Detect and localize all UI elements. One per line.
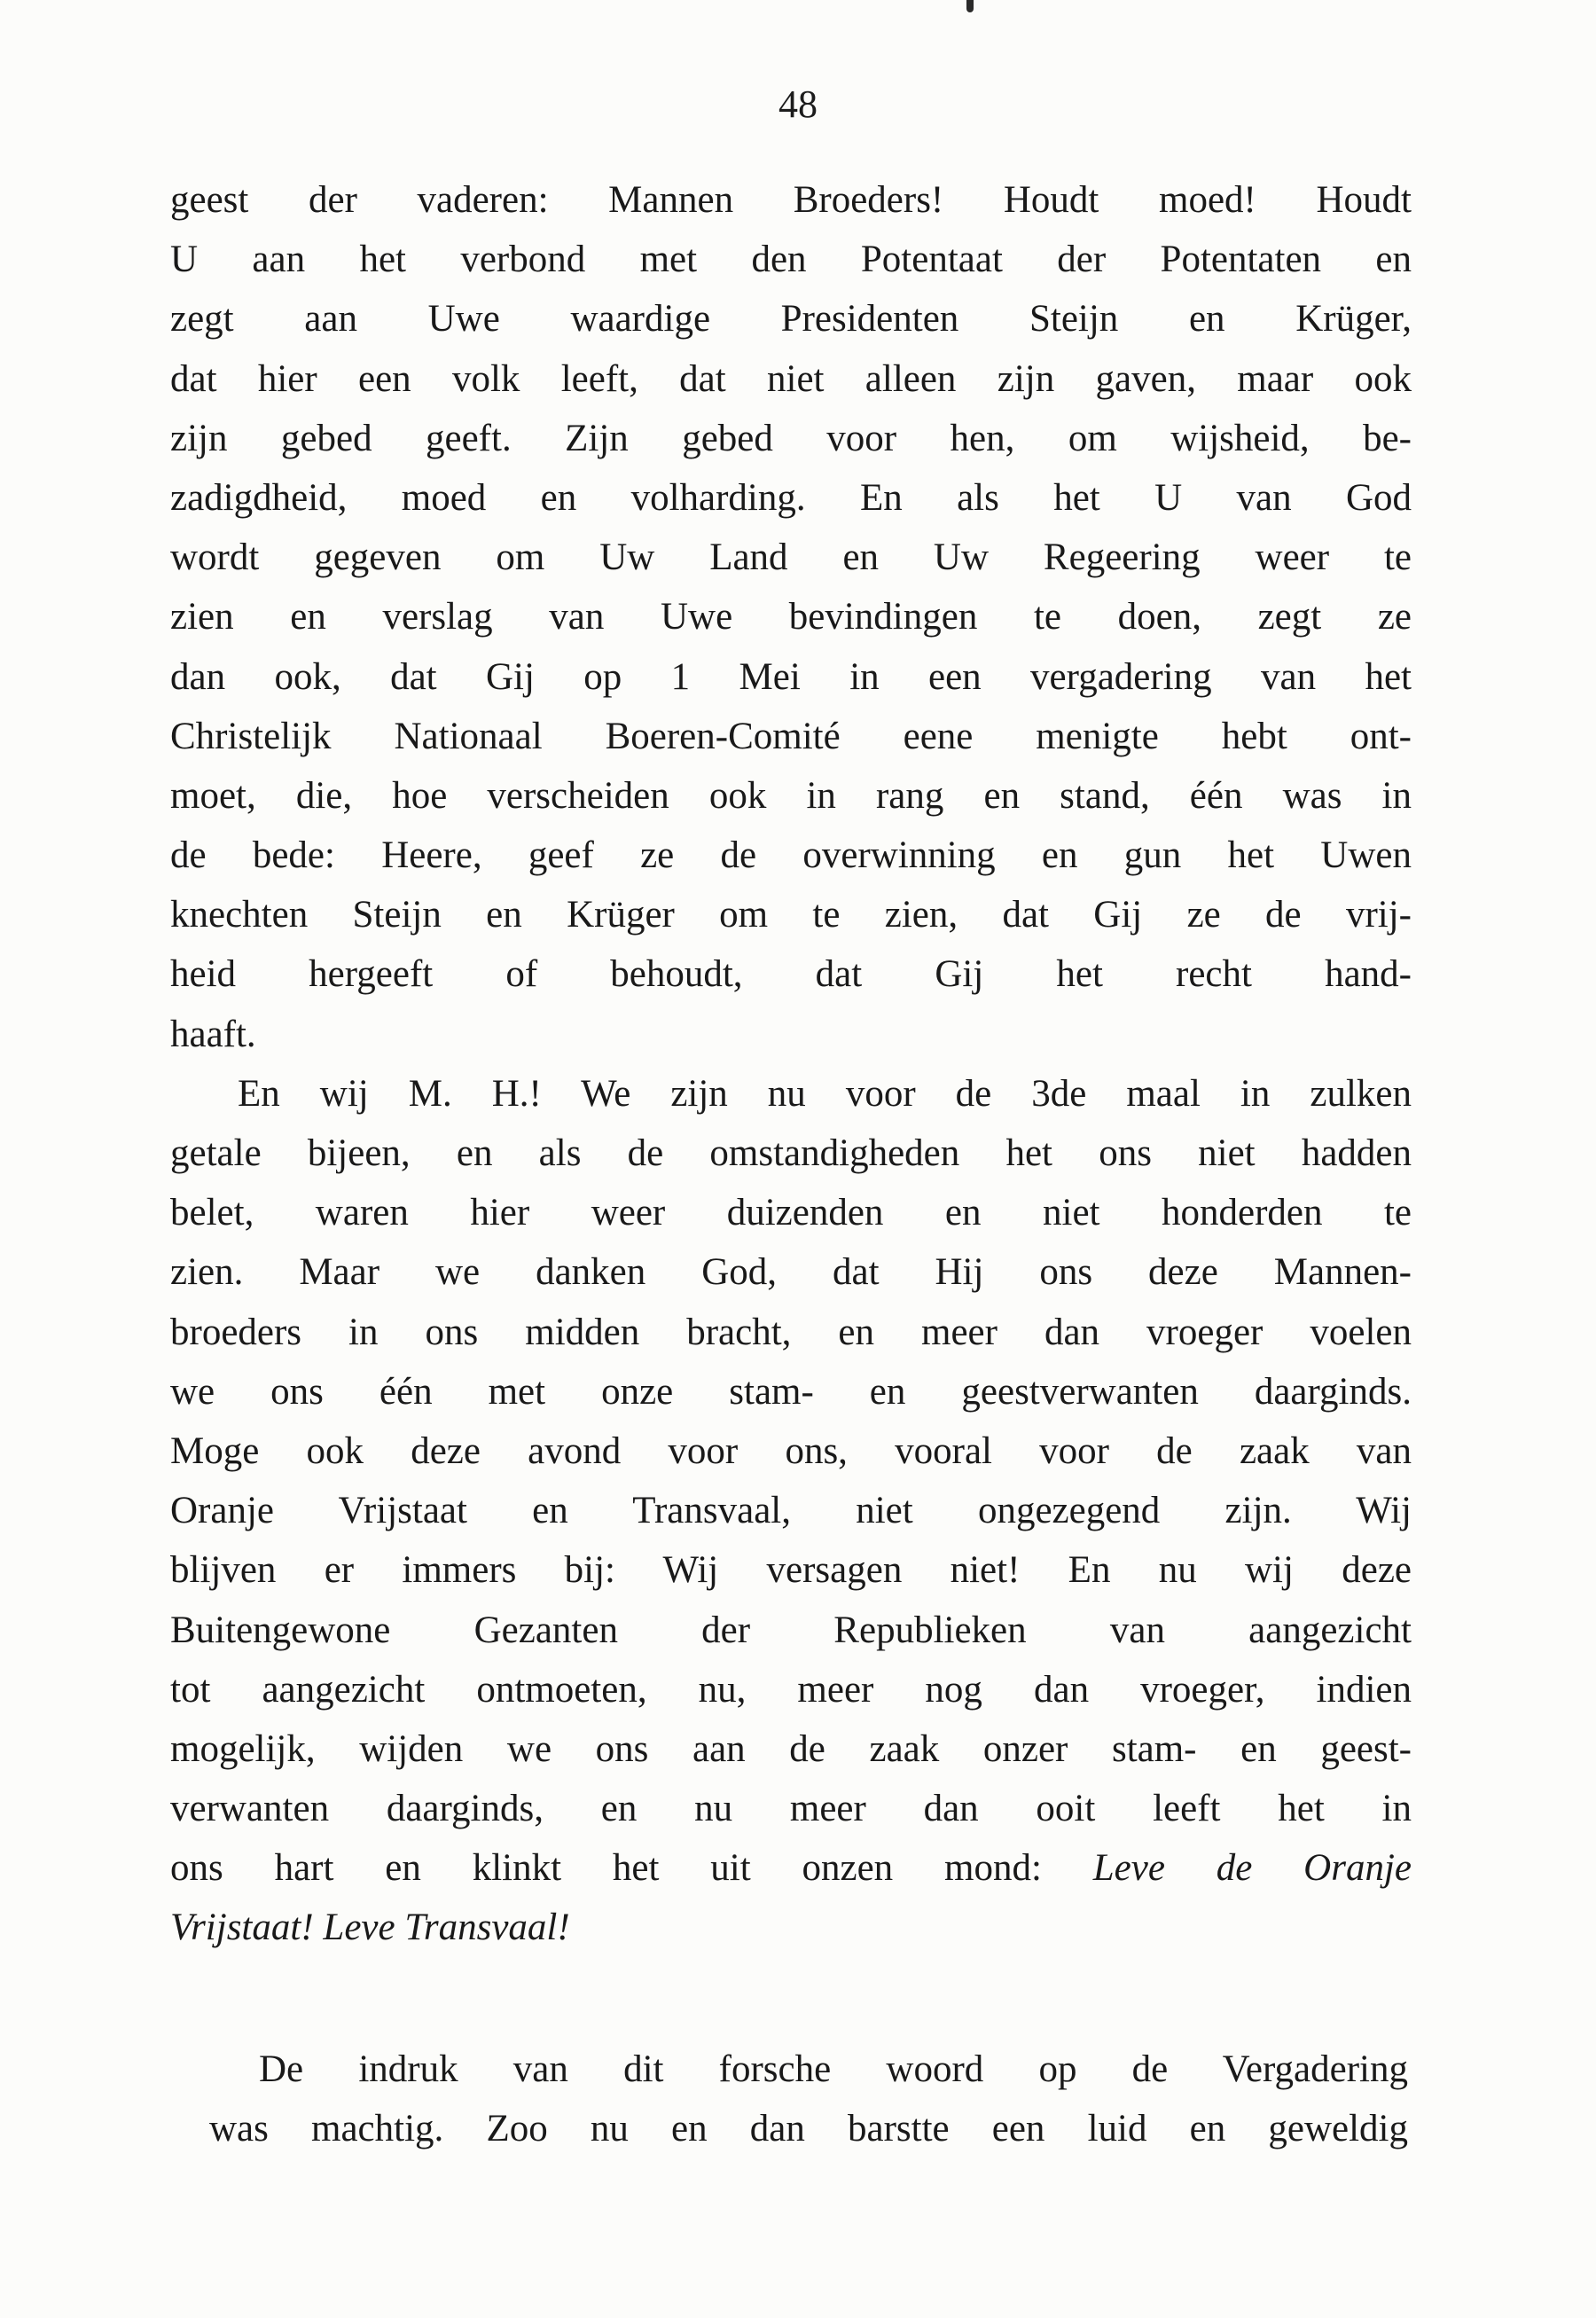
text-line: zijn gebed geeft. Zijn gebed voor hen, om wijsheid, be- <box>170 417 1412 459</box>
main-text <box>170 170 1412 1958</box>
ink-speck <box>966 0 974 12</box>
text-line: haaft. <box>170 1013 256 1055</box>
text-line: de bede: Heere, geef ze de overwinning en gun het Uwen <box>170 834 1412 877</box>
text-line: zien. Maar we danken God, dat Hij ons deze Mannen- <box>170 1251 1412 1294</box>
text-line: mogelijk, wijden we ons aan de zaak onzer stam- en geest- <box>170 1727 1412 1770</box>
text-line: knechten Steijn en Krüger om te zien, dat Gij ze de vrij- <box>170 894 1412 936</box>
continuation-paragraph <box>209 2040 1408 2158</box>
text-line: Oranje Vrijstaat en Transvaal, niet ongezegend zijn. Wij <box>170 1490 1412 1532</box>
final-line-italic: Vrijstaat! Leve Transvaal! <box>170 1907 570 1949</box>
text-line: verwanten daarginds, en nu meer dan ooit leeft het in <box>170 1788 1412 1830</box>
text-line: zegt aan Uwe waardige Presidenten Steijn en Krüger, <box>170 298 1412 341</box>
text-line: En wij M. H.! We zijn nu voor de 3de maal in zulken <box>238 1072 1412 1115</box>
text-line: wordt gegeven om Uw Land en Uw Regeering weer te <box>170 536 1412 579</box>
text-line: dan ook, dat Gij op 1 Mei in een vergadering van het <box>170 655 1412 698</box>
text-line: tot aangezicht ontmoeten, nu, meer nog dan vroeger, indien <box>170 1668 1412 1711</box>
text-line: Buitengewone Gezanten der Republieken van aangezicht <box>170 1609 1412 1651</box>
text-line: broeders in ons midden bracht, en meer dan vroeger voelen <box>170 1311 1412 1353</box>
page-number: 48 <box>778 82 818 126</box>
text-line: De indruk van dit forsche woord op de Vergadering <box>259 2048 1408 2090</box>
text-line: zadigdheid, moed en volharding. En als het U van God <box>170 476 1412 519</box>
closing-line-italic: Leve de Oranje <box>1092 1847 1412 1890</box>
text-line: moet, die, hoe verscheiden ook in rang en stand, één was in <box>170 774 1412 817</box>
text-line: we ons één met onze stam- en geestverwanten daarginds. <box>170 1370 1412 1413</box>
text-line: geest der vaderen: Mannen Broeders! Houdt moed! Houdt <box>170 179 1412 221</box>
text-line: Moge ook deze avond voor ons, vooral voor de zaak van <box>170 1429 1412 1472</box>
text-line: getale bijeen, en als de omstandigheden het ons niet hadden <box>170 1132 1412 1174</box>
text-line: heid hergeeft of behoudt, dat Gij het recht hand- <box>170 953 1412 996</box>
closing-line-plain: ons hart en klinkt het uit onzen mond: <box>170 1847 1042 1890</box>
text-line: belet, waren hier weer duizenden en niet honderden te <box>170 1192 1412 1234</box>
text-line: U aan het verbond met den Potentaat der Potentaten en <box>170 239 1412 281</box>
text-line: zien en verslag van Uwe bevindingen te doen, zegt ze <box>170 596 1412 638</box>
text-line: was machtig. Zoo nu en dan barstte een luid en geweldig <box>209 2108 1408 2150</box>
text-line: dat hier een volk leeft, dat niet alleen zijn gaven, maar ook <box>170 357 1412 400</box>
closing-line <box>170 1838 1412 1898</box>
text-line: Christelijk Nationaal Boeren-Comité eene menigte hebt ont- <box>170 715 1412 757</box>
text-line: blijven er immers bij: Wij versagen niet! En nu wij deze <box>170 1549 1412 1592</box>
